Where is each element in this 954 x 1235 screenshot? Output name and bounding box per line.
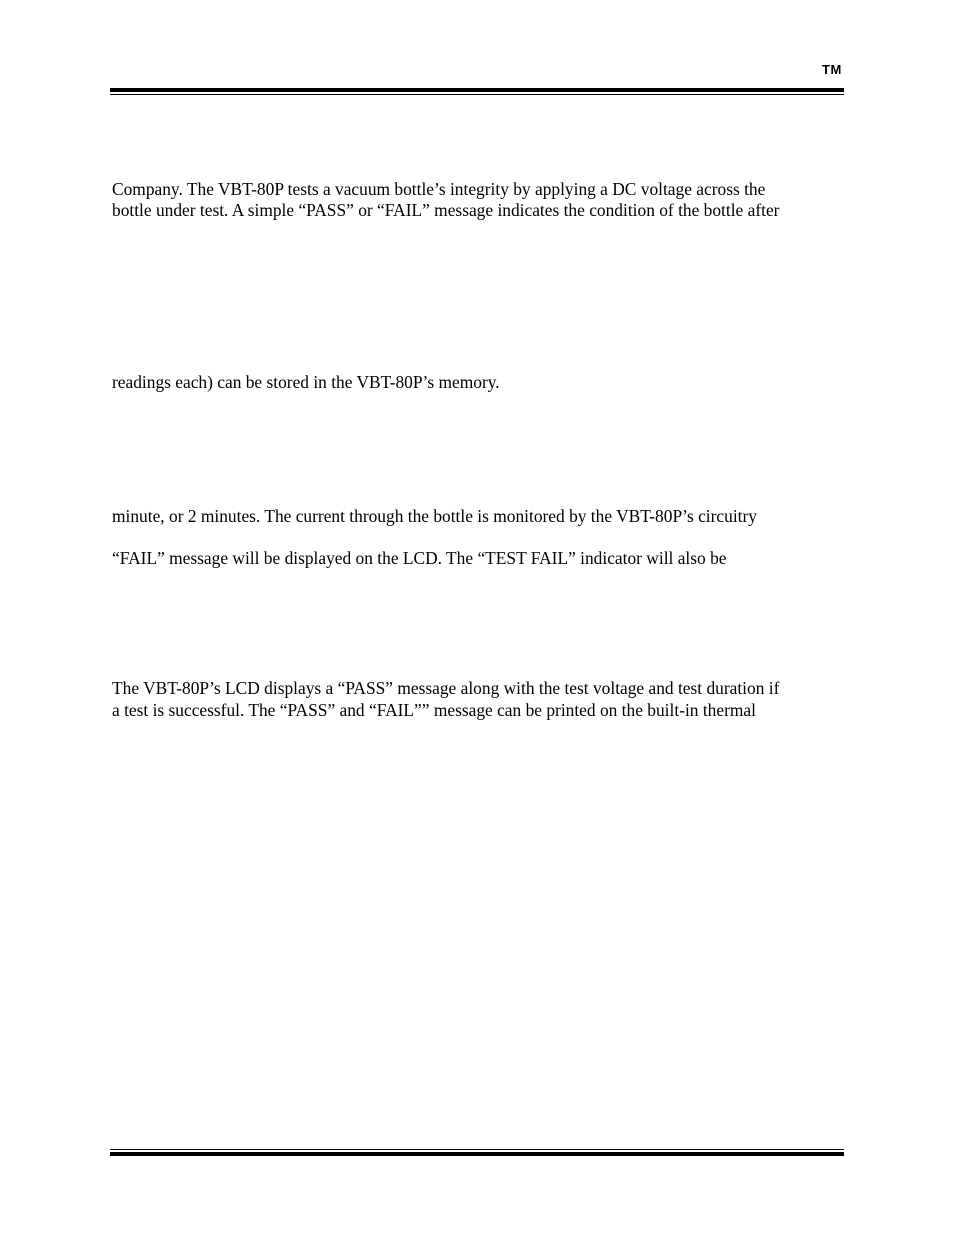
footer-rule-thick <box>110 1152 844 1156</box>
trademark-mark: TM <box>822 62 842 77</box>
body-line-4: minute, or 2 minutes. The current through the bottle is monitored by the VBT-80P’s circuitry <box>112 506 757 526</box>
header-rule-thick <box>110 88 844 92</box>
body-line-2: bottle under test. A simple “PASS” or “FAIL” message indicates the condition of the bottle after <box>112 200 780 220</box>
body-line-1: Company. The VBT-80P tests a vacuum bottle’s integrity by applying a DC voltage across the <box>112 179 766 199</box>
body-line-7: a test is successful. The “PASS” and “FAIL”” message can be printed on the built-in thermal <box>112 700 756 720</box>
footer-rule <box>110 1149 844 1156</box>
header-rule-thin <box>110 94 844 95</box>
body-line-6: The VBT-80P’s LCD displays a “PASS” message along with the test voltage and test duration if <box>112 678 780 698</box>
body-line-3: readings each) can be stored in the VBT-80P’s memory. <box>112 372 500 392</box>
body-line-5: “FAIL” message will be displayed on the LCD. The “TEST FAIL” indicator will also be <box>112 548 727 568</box>
footer-rule-thin <box>110 1149 844 1150</box>
header-rule <box>110 88 844 95</box>
